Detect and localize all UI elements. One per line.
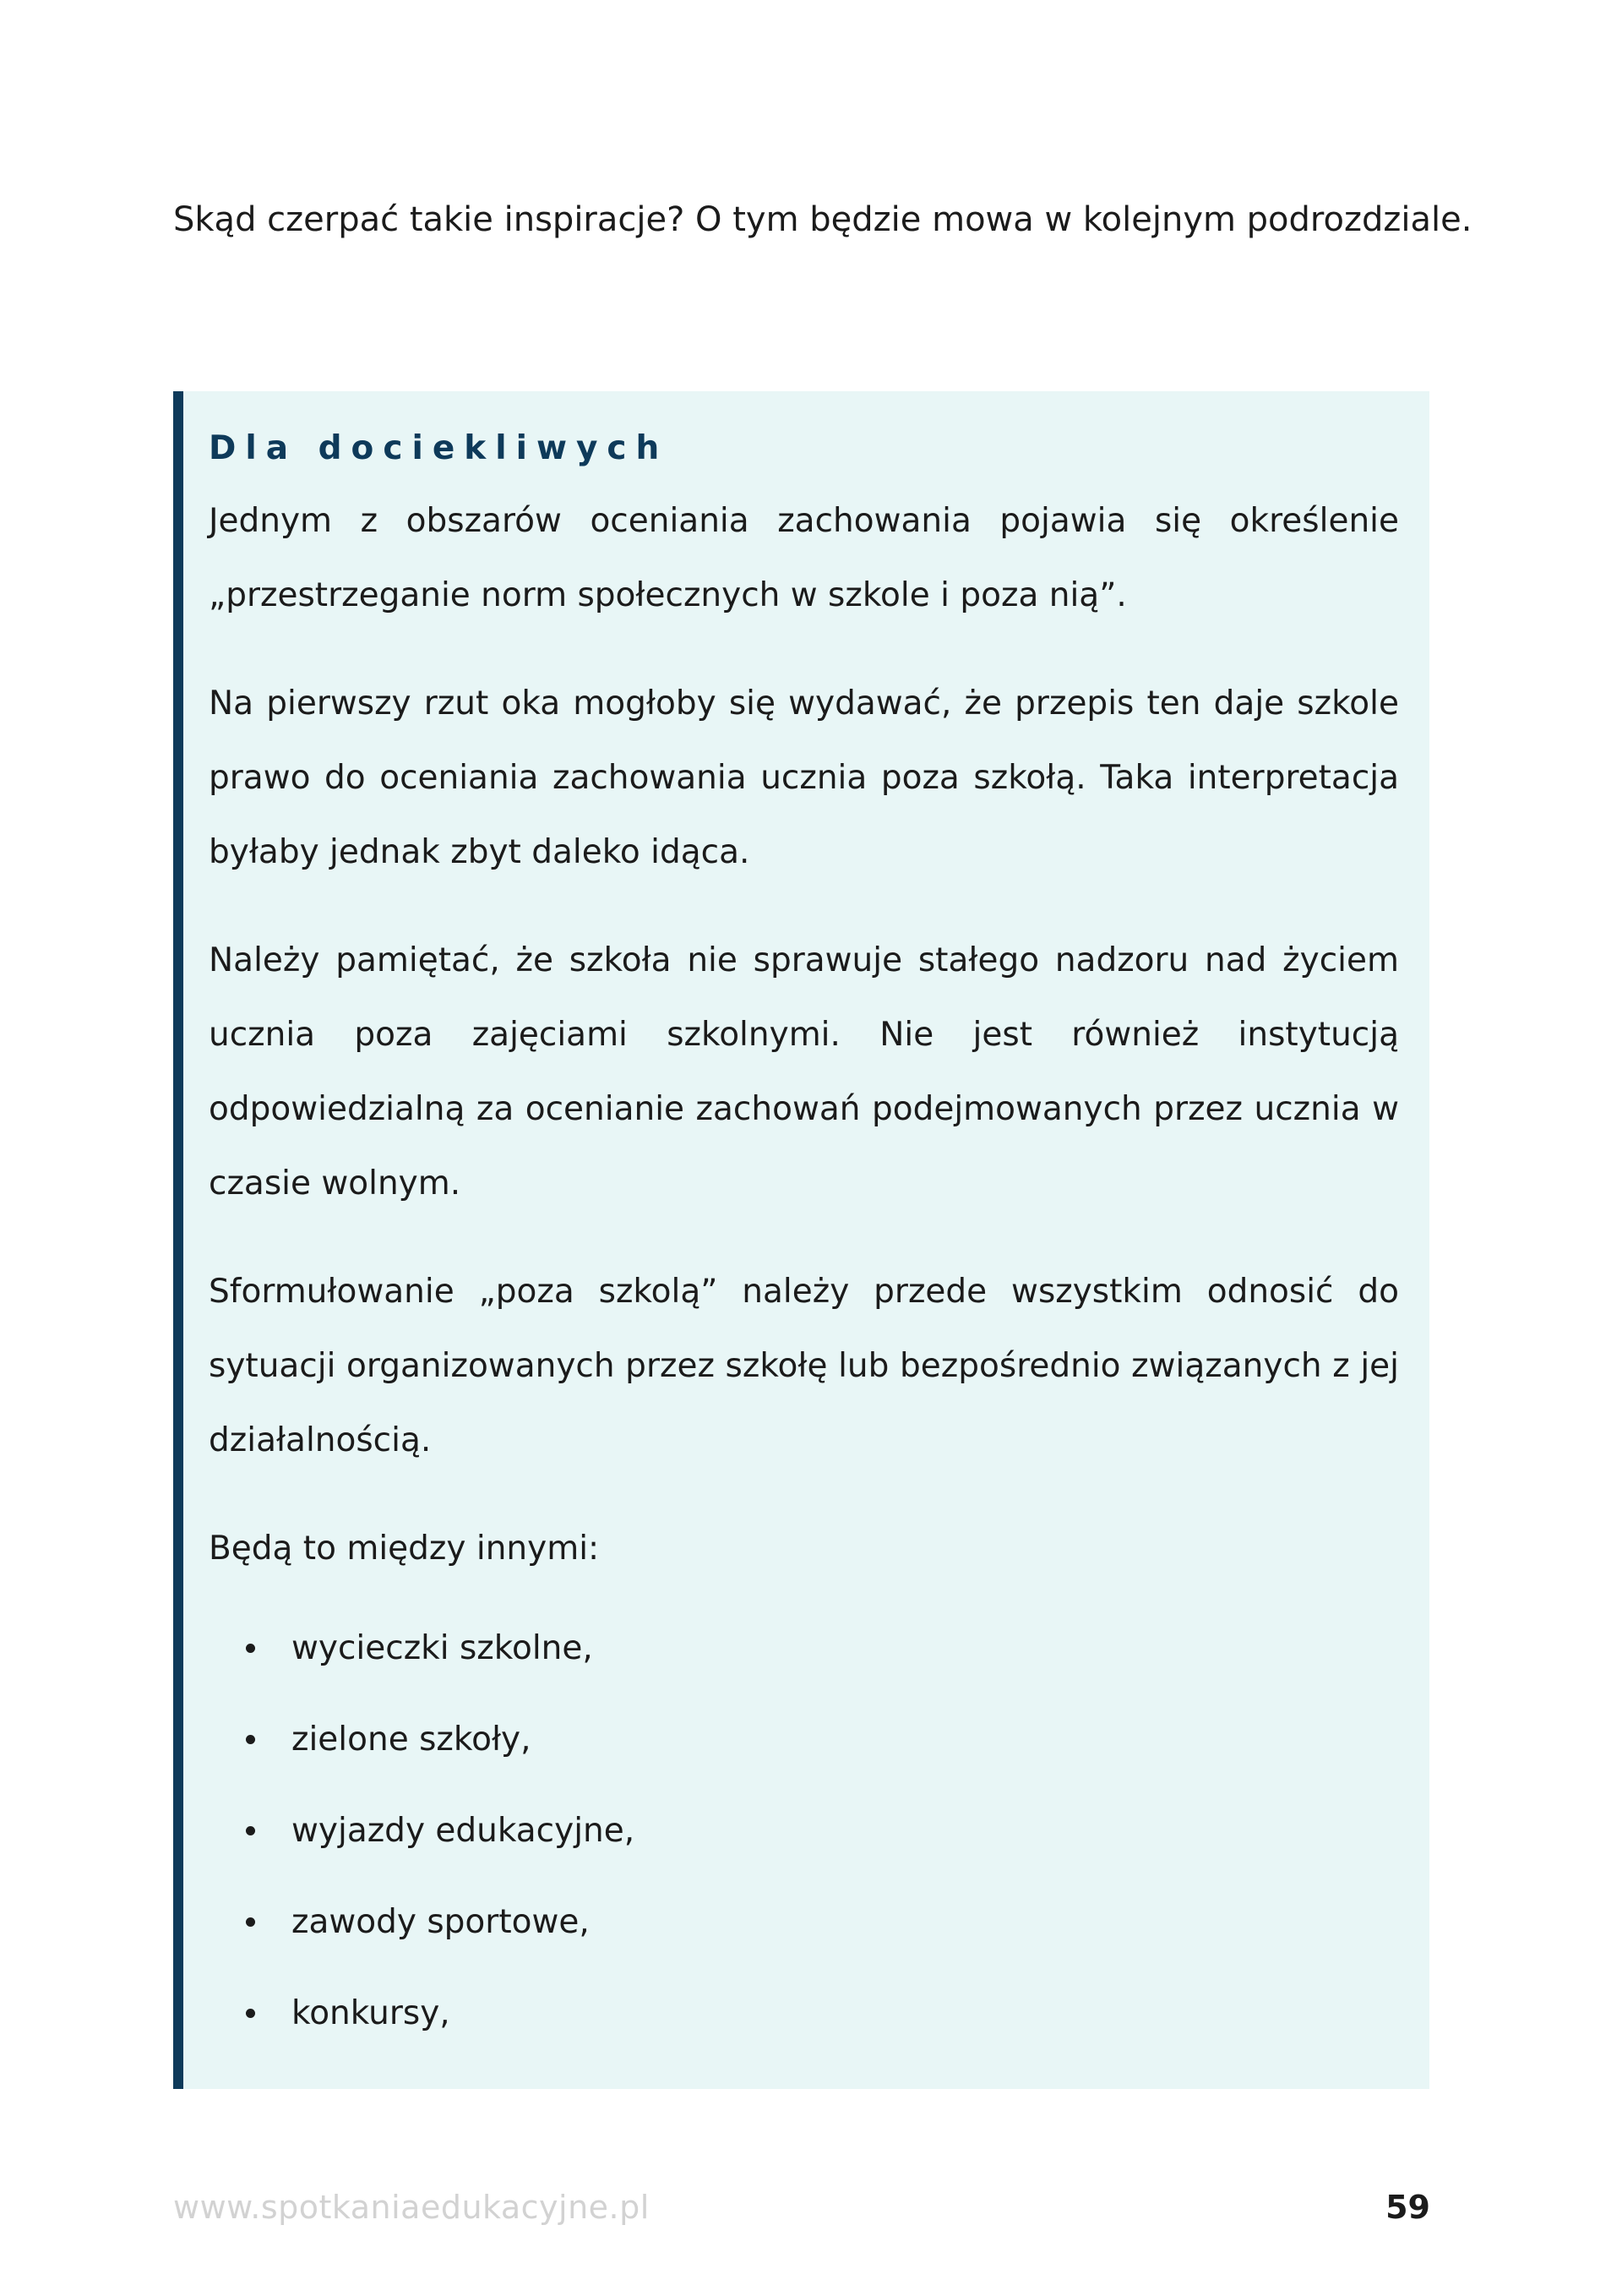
bullet-icon	[246, 1644, 255, 1653]
list-item-text: konkursy,	[291, 1994, 450, 2032]
bullet-icon	[246, 2009, 255, 2018]
callout-paragraph-1: Jednym z obszarów oceniania zachowania pojawia się określenie „przestrzeganie norm społecznych w szkole i poza nią”.	[209, 502, 1399, 614]
list-item-text: zielone szkoły,	[291, 1721, 531, 1759]
list-item	[209, 1694, 1399, 1786]
list-item-text: wycieczki szkolne,	[291, 1629, 593, 1667]
list-item	[209, 1877, 1399, 1968]
bullet-icon	[246, 1917, 255, 1927]
callout-box-dla-dociekliwych	[173, 391, 1429, 2089]
bullet-icon	[246, 1826, 255, 1835]
page-number: 59	[1385, 2189, 1430, 2226]
callout-title: Dla dociekliwych	[209, 429, 669, 467]
list-item-text: wyjazdy edukacyjne,	[291, 1812, 635, 1850]
footer-website-url: www.spotkaniaedukacyjne.pl	[173, 2189, 650, 2226]
callout-paragraph-2: Na pierwszy rzut oka mogłoby się wydawać, że przepis ten daje szkole prawo do oceniania zachowania ucznia poza szkołą. Taka interpretacja byłaby jednak zbyt daleko idąca.	[209, 684, 1399, 871]
callout-paragraph-3: Należy pamiętać, że szkoła nie sprawuje stałego nadzoru nad życiem ucznia poza zajęciami szkolnymi. Nie jest również instytucją odpowiedzialną za ocenianie zachowań podejmowanych przez ucznia w czasie wolnym.	[209, 941, 1399, 1203]
list-item	[209, 1603, 1399, 1694]
examples-list	[209, 1603, 1399, 2059]
list-item-text: zawody sportowe,	[291, 1903, 590, 1941]
list-intro: Będą to między innymi:	[209, 1530, 600, 1568]
list-item	[209, 1786, 1399, 1877]
list-item	[209, 1968, 1399, 2059]
intro-paragraph: Skąd czerpać takie inspiracje? O tym będzie mowa w kolejnym podrozdziale.	[173, 200, 1472, 239]
bullet-icon	[246, 1735, 255, 1744]
callout-paragraph-4: Sformułowanie „poza szkolą” należy przede wszystkim odnosić do sytuacji organizowanych przez szkołę lub bezpośrednio związanych z jej działalnością.	[209, 1273, 1399, 1459]
